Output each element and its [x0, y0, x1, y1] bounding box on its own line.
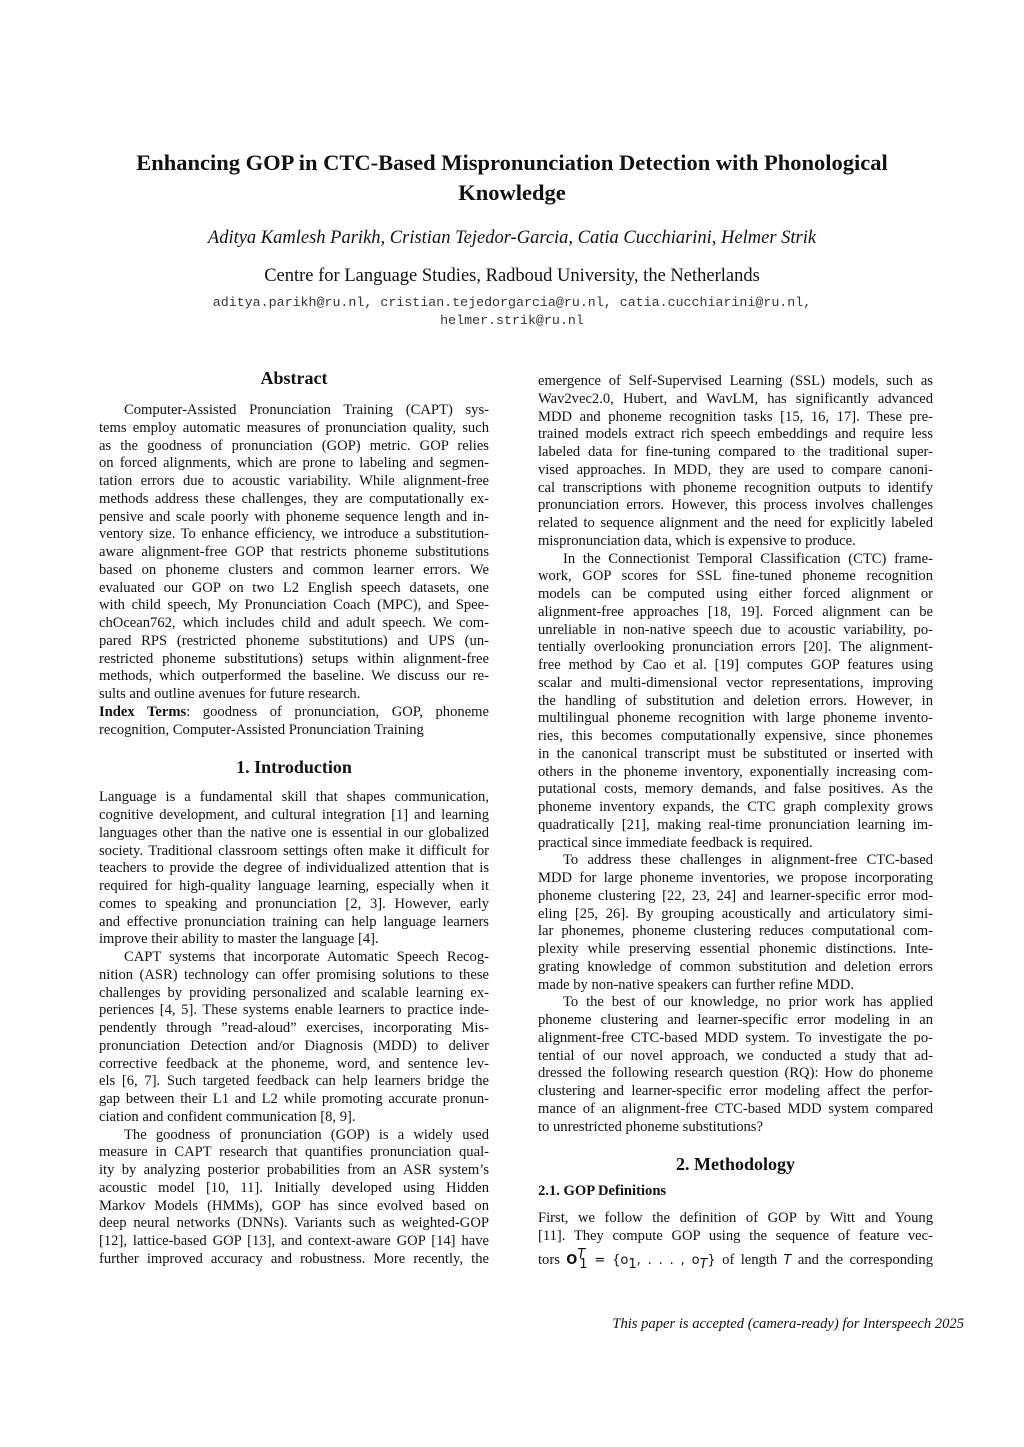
- text-line: multilingual phoneme recognition with large phoneme invento-: [538, 710, 933, 727]
- authors: Aditya Kamlesh Parikh, Cristian Tejedor-Garcia, Catia Cucchiarini, Helmer Strik: [207, 228, 817, 248]
- text-line: methods, which outperformed the baseline. We discuss our re-: [99, 668, 489, 685]
- introduction-body-continued: [538, 373, 933, 1136]
- text-line: tentially overlooking pronunciation errors [20]. The alignment-: [538, 639, 933, 656]
- text-line: ventory size. To enhance efficiency, we introduce a substitution-: [99, 526, 489, 543]
- email-line: helmer.strik@ru.nl: [440, 313, 584, 328]
- text-line: nition (ASR) technology can offer promising solutions to these: [99, 966, 489, 983]
- text-line: mispronunciation data, which is expensive to produce.: [538, 532, 856, 549]
- text-line: work, GOP scores for SSL fine-tuned phoneme recognition: [538, 568, 933, 585]
- text-line: Computer-Assisted Pronunciation Training (CAPT) sys-: [124, 402, 489, 418]
- text-line: languages other than the native one is essential in our globalized: [99, 824, 489, 841]
- text-line: emergence of Self-Supervised Learning (SSL) models, such as: [538, 373, 933, 389]
- text: and the corresponding: [791, 1251, 933, 1268]
- left-column: [99, 367, 489, 1269]
- text-line: to unrestricted phoneme substitutions?: [538, 1118, 763, 1135]
- introduction-heading: 1. Introduction: [236, 757, 352, 778]
- text-line: methods address these challenges, they are computationally ex-: [99, 490, 489, 507]
- text-line: lar phonemes, phoneme clustering reduces computational com-: [538, 923, 933, 940]
- text-line: mance of an alignment-free CTC-based MDD system compared: [538, 1100, 933, 1117]
- text-line: as the goodness of pronunciation (GOP) metric. GOP relies: [99, 437, 489, 454]
- text-line: further improved accuracy and robustness. More recently, the: [99, 1250, 489, 1267]
- text-line: eling [25, 26]. By grouping acoustically and articulatory simi-: [538, 905, 933, 922]
- text-line: corrective feedback at the phoneme, word, and sentence lev-: [99, 1055, 489, 1072]
- text-line: pared RPS (restricted phoneme substitutions) and UPS (un-: [99, 632, 489, 649]
- text-line: related to sequence alignment and the need for explicitly labeled: [538, 515, 933, 531]
- text-line: and effective pronunciation training can help language learners: [99, 913, 489, 930]
- math-var: T: [783, 1252, 792, 1268]
- title-line: Enhancing GOP in CTC-Based Mispronunciation Detection with Phonological: [136, 150, 888, 175]
- text-line: chOcean762, which includes child and adult speech. We com-: [99, 615, 489, 631]
- text-line: [12], lattice-based GOP [13], and context-aware GOP [14] have: [99, 1233, 489, 1249]
- introduction-body: [99, 789, 489, 1268]
- text-line: restricted phoneme substitutions) setups within alignment-free: [99, 650, 489, 667]
- text-line: measure in CAPT research that quantifies pronunciation qual-: [99, 1144, 489, 1161]
- text-line: periences [4, 5]. These systems enable learners to practice inde-: [99, 1002, 489, 1019]
- text-line: improve their ability to master the language [4].: [99, 931, 379, 948]
- text-line: Wav2vec2.0, Hubert, and WavLM, has significantly advanced: [538, 390, 933, 407]
- text-line: labeled data for fine-tuning compared to the traditional super-: [538, 444, 933, 460]
- email-line: aditya.parikh@ru.nl, cristian.tejedorgarcia@ru.nl, catia.cucchiarini@ru.nl,: [212, 295, 812, 310]
- text-line: clustering and learner-specific error modeling affect the perfor-: [538, 1083, 933, 1099]
- text-line: grating knowledge of common substitution and deletion errors: [538, 958, 933, 975]
- methodology-heading: 2. Methodology: [676, 1154, 795, 1175]
- text-line: others in the phoneme inventory, exponentially increasing com-: [538, 763, 933, 780]
- abstract-heading: Abstract: [260, 368, 328, 388]
- text-line: based on phoneme clusters and common learner errors. We: [99, 561, 489, 578]
- math-sup: T: [577, 1246, 586, 1262]
- text-line: evaluated our GOP on two L2 English speech datasets, one: [99, 579, 489, 596]
- text-line: pronunciation Detection and/or Diagnosis (MDD) to deliver: [99, 1037, 489, 1054]
- text-line: cal transcriptions with phoneme recognition outputs to identify: [538, 479, 933, 496]
- math-sub: 1: [579, 1256, 588, 1272]
- text-line: alignment-free CTC-based MDD system. To investigate the po-: [538, 1029, 933, 1046]
- text-line: ries, this becomes computationally expensive, since phonemes: [538, 728, 933, 744]
- text-line: scalar and multi-dimensional vector representations, improving: [538, 674, 933, 691]
- text-line: acoustic model [10, 11]. Initially developed using Hidden: [99, 1179, 489, 1196]
- text-line: phoneme inventory expands, the CTC graph complexity grows: [538, 799, 933, 815]
- text-line: To the best of our knowledge, no prior work has applied: [563, 994, 933, 1011]
- math-line: [538, 1246, 933, 1274]
- text: of length: [715, 1251, 784, 1268]
- text-line: putational costs, memory demands, and false positives. As the: [538, 781, 933, 798]
- index-terms-label: Index Terms: [99, 703, 187, 720]
- affiliation: Centre for Language Studies, Radboud University, the Netherlands: [264, 266, 760, 286]
- text-line: ciation and confident communication [8, 9].: [99, 1108, 356, 1125]
- text-line: models can be computed using either forced alignment or: [538, 586, 933, 602]
- text-line: tems employ automatic measures of pronunciation quality, such: [99, 419, 489, 436]
- text-line: made by non-native speakers can further refine MDD.: [538, 976, 855, 993]
- text-line: First, we follow the definition of GOP by Witt and Young: [538, 1210, 933, 1227]
- text-line: To address these challenges in alignment-free CTC-based: [563, 852, 933, 869]
- text-line: Markov Models (HMMs), GOP has since evolved based on: [99, 1197, 489, 1214]
- text: tors: [538, 1251, 567, 1268]
- index-terms-line: recognition, Computer-Assisted Pronunciation Training: [99, 721, 424, 738]
- paper-title: [60, 148, 964, 208]
- text-line: unreliable in non-native speech due to acoustic variability, po-: [538, 621, 933, 638]
- abstract-body: [99, 402, 489, 704]
- math-mid: , . . . , o: [636, 1252, 700, 1268]
- footer-note: This paper is accepted (camera-ready) for Interspeech 2025: [612, 1316, 964, 1332]
- text-line: [11]. They compute GOP using the sequence of feature vec-: [538, 1228, 933, 1244]
- text-line: dressed the following research question (RQ): How do phoneme: [538, 1065, 933, 1082]
- text-line: comes to speaking and pronunciation [2, 3]. However, early: [99, 895, 489, 912]
- index-terms-line: [99, 704, 489, 722]
- text-line: The goodness of pronunciation (GOP) is a widely used: [124, 1126, 489, 1143]
- gop-definitions-subheading: 2.1. GOP Definitions: [538, 1183, 667, 1200]
- text-line: els [6, 7]. Such targeted feedback can help learners bridge the: [99, 1073, 489, 1090]
- text-line: gap between their L1 and L2 while promoting accurate pronun-: [99, 1091, 489, 1107]
- text-line: trained models extract rich speech embeddings and require less: [538, 426, 933, 443]
- text-line: quadratically [21], making real-time pronunciation learning im-: [538, 816, 933, 833]
- text-line: challenges by providing personalized and scalable learning ex-: [99, 984, 489, 1001]
- methodology-body: [538, 1210, 933, 1246]
- text-line: ity by analyzing posterior probabilities from an ASR system’s: [99, 1162, 489, 1178]
- math-sub: T: [699, 1256, 708, 1272]
- text-line: on forced alignments, which are prone to labeling and segmen-: [99, 455, 489, 472]
- text-line: MDD for large phoneme inventories, we propose incorporating: [538, 870, 933, 886]
- text-line: alignment-free approaches [18, 19]. Forced alignment can be: [538, 603, 933, 620]
- text-line: cognitive development, and cultural integration [1] and learning: [99, 807, 489, 823]
- text-line: MDD and phoneme recognition tasks [15, 16, 17]. These pre-: [538, 408, 933, 425]
- text-line: vised approaches. In MDD, they are used to compare canoni-: [538, 461, 933, 478]
- text-line: sults and outline avenues for future research.: [99, 686, 361, 702]
- text-line: in the canonical transcript must be substituted or inserted with: [538, 745, 933, 762]
- text-line: plexity while preserving essential phonemic distinctions. Inte-: [538, 941, 933, 957]
- text-line: CAPT systems that incorporate Automatic Speech Recog-: [124, 949, 489, 965]
- right-column: [538, 373, 933, 1273]
- text-line: pensive and scale poorly with phoneme sequence length and in-: [99, 508, 489, 525]
- text-line: aware alignment-free GOP that restricts phoneme substitutions: [99, 544, 489, 560]
- text-line: Language is a fundamental skill that shapes communication,: [99, 789, 489, 806]
- math-eq: = {o: [587, 1252, 629, 1268]
- text-line: pendently through ”read-aloud” exercises, incorporating Mis-: [99, 1020, 489, 1036]
- title-line: Knowledge: [458, 180, 566, 205]
- text-line: phoneme clustering [22, 23, 24] and learner-specific error mod-: [538, 887, 933, 904]
- text-line: phoneme clustering and learner-specific error modeling in an: [538, 1012, 933, 1028]
- text-line: teachers to provide the degree of individualized attention that is: [99, 860, 489, 877]
- text-line: tential of our novel approach, we conducted a study that ad-: [538, 1047, 933, 1064]
- emails: [60, 294, 964, 330]
- text-line: practical since immediate feedback is required.: [538, 834, 813, 851]
- text-line: tation errors due to acoustic variability. While alignment-free: [99, 473, 489, 489]
- text-line: In the Connectionist Temporal Classification (CTC) frame-: [563, 550, 933, 567]
- math-close: }: [707, 1252, 716, 1268]
- index-terms-text: : goodness of pronunciation, GOP, phoneme: [186, 703, 489, 720]
- math-symbol: O: [566, 1252, 578, 1268]
- text-line: required for high-quality language learning, especially when it: [99, 878, 489, 894]
- text-line: deep neural networks (DNNs). Variants such as weighted-GOP: [99, 1215, 489, 1232]
- text-line: with child speech, My Pronunciation Coach (MPC), and Spee-: [99, 597, 489, 614]
- text-line: pronunciation errors. However, this process involves challenges: [538, 497, 933, 514]
- text-line: society. Traditional classroom settings often make it difficult for: [99, 842, 489, 859]
- text-line: the handling of substitution and deletion errors. However, in: [538, 692, 933, 709]
- math-sub: 1: [628, 1256, 637, 1272]
- text-line: free method by Cao et al. [19] computes GOP features using: [538, 657, 933, 673]
